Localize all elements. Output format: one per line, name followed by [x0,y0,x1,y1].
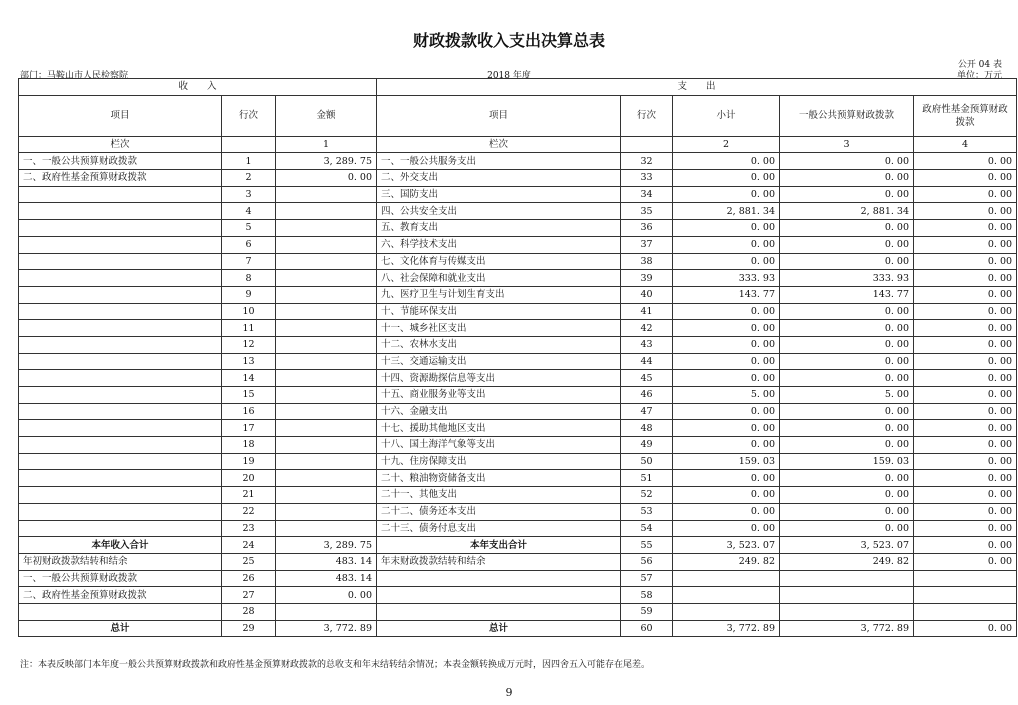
table-cell-inc-amt: 0. 00 [276,170,377,187]
table-cell-inc-no: 9 [222,286,276,303]
table-cell-exp-no: 32 [621,153,673,170]
table-row [19,370,1017,387]
table-cell-fund: 0. 00 [914,453,1017,470]
table-cell-exp-no: 57 [621,570,673,587]
table-cell-gen: 0. 00 [780,437,914,454]
table-row [19,587,1017,604]
table-cell-fund: 0. 00 [914,153,1017,170]
table-cell-inc-no: 5 [222,220,276,237]
table-cell-sub: 0. 00 [673,520,780,537]
table-cell-sub: 0. 00 [673,170,780,187]
table-cell-inc-no: 4 [222,203,276,220]
table-cell-gen: 0. 00 [780,220,914,237]
table-cell-gen: 5. 00 [780,387,914,404]
table-cell-exp-item: 四、公共安全支出 [377,203,621,220]
col-header-item: 项目 [19,95,222,136]
table-cell-inc-amt [276,487,377,504]
table-cell-exp-no: 36 [621,220,673,237]
table-row [19,220,1017,237]
table-cell-sub: 159. 03 [673,453,780,470]
table-cell-gen: 0. 00 [780,186,914,203]
table-cell-inc-item: 总计 [19,620,222,637]
table-cell-fund [914,587,1017,604]
table-cell-fund: 0. 00 [914,203,1017,220]
table-cell-exp-item: 年末财政拨款结转和结余 [377,553,621,570]
table-cell-inc-no: 2 [222,170,276,187]
table-cell-sub: 0. 00 [673,420,780,437]
col-header-amount: 金额 [276,95,377,136]
table-cell-inc-item: 本年收入合计 [19,537,222,554]
table-cell-exp-no: 52 [621,487,673,504]
table-cell-fund: 0. 00 [914,470,1017,487]
table-cell-exp-no: 33 [621,170,673,187]
table-cell-inc-item: 一、一般公共预算财政拨款 [19,153,222,170]
table-cell-exp-no: 41 [621,303,673,320]
column-index-label: 栏次 [19,136,222,153]
table-cell-exp-item: 六、科学技术支出 [377,236,621,253]
table-cell-gen [780,570,914,587]
table-cell-inc-amt: 483. 14 [276,553,377,570]
table-cell-gen: 0. 00 [780,170,914,187]
table-cell-sub: 0. 00 [673,437,780,454]
table-cell-exp-no: 45 [621,370,673,387]
table-cell-inc-item [19,186,222,203]
table-cell-exp-no: 49 [621,437,673,454]
table-cell-inc-item [19,270,222,287]
table-cell-sub: 0. 00 [673,403,780,420]
table-cell-inc-no: 3 [222,186,276,203]
table-cell-gen: 2, 881. 34 [780,203,914,220]
table-cell-fund: 0. 00 [914,503,1017,520]
table-cell-exp-no: 60 [621,620,673,637]
table-cell-exp-item: 五、教育支出 [377,220,621,237]
table-cell-inc-no: 11 [222,320,276,337]
table-cell-exp-item: 二十、粮油物资储备支出 [377,470,621,487]
table-cell-inc-amt [276,420,377,437]
table-row [19,603,1017,620]
column-index-3: 3 [780,136,914,153]
table-cell-inc-no: 17 [222,420,276,437]
table-cell-exp-no: 35 [621,203,673,220]
unit-label: 单位：万元 [956,71,1002,81]
table-cell-fund: 0. 00 [914,487,1017,504]
table-cell-inc-item [19,387,222,404]
table-cell-exp-no: 58 [621,587,673,604]
column-index-4: 4 [914,136,1017,153]
table-row [19,437,1017,454]
table-cell-exp-item: 二、外交支出 [377,170,621,187]
table-cell-exp-item [377,587,621,604]
table-cell-gen: 249. 82 [780,553,914,570]
table-cell-sub: 2, 881. 34 [673,203,780,220]
table-row [19,270,1017,287]
table-row [19,470,1017,487]
table-row [19,320,1017,337]
table-cell-exp-item: 二十一、其他支出 [377,487,621,504]
table-cell-exp-item: 本年支出合计 [377,537,621,554]
table-cell-exp-item: 总计 [377,620,621,637]
table-cell-fund: 0. 00 [914,553,1017,570]
budget-table [18,78,1017,637]
table-cell-inc-item [19,403,222,420]
table-cell-sub: 0. 00 [673,186,780,203]
table-cell-inc-item [19,520,222,537]
table-cell-exp-item: 二十三、债务付息支出 [377,520,621,537]
table-cell-inc-amt [276,303,377,320]
table-cell-fund: 0. 00 [914,236,1017,253]
col-header-row-no-expense: 行次 [621,95,673,136]
table-cell-exp-item [377,570,621,587]
table-cell-exp-item: 十、节能环保支出 [377,303,621,320]
table-row [19,503,1017,520]
table-cell-gen: 143. 77 [780,286,914,303]
table-cell-exp-item: 十二、农林水支出 [377,336,621,353]
table-cell-inc-no: 1 [222,153,276,170]
year-label: 2018 年度 [487,71,531,81]
table-cell-gen [780,603,914,620]
income-section-header: 收 入 [19,79,377,96]
table-row [19,420,1017,437]
table-cell-sub: 0. 00 [673,353,780,370]
table-cell-gen: 0. 00 [780,153,914,170]
table-cell-exp-item: 十九、住房保障支出 [377,453,621,470]
table-row [19,570,1017,587]
table-cell-sub: 333. 93 [673,270,780,287]
table-cell-fund: 0. 00 [914,353,1017,370]
table-cell-exp-item [377,603,621,620]
table-cell-inc-amt [276,603,377,620]
table-cell-exp-item: 十四、资源勘探信息等支出 [377,370,621,387]
table-row [19,170,1017,187]
table-cell-inc-no: 27 [222,587,276,604]
table-cell-gen: 0. 00 [780,236,914,253]
table-cell-inc-item [19,603,222,620]
table-cell-exp-no: 40 [621,286,673,303]
table-cell-inc-no: 23 [222,520,276,537]
page-number: 9 [505,686,513,699]
table-cell-inc-no: 15 [222,387,276,404]
table-cell-sub: 0. 00 [673,336,780,353]
table-cell-inc-no: 7 [222,253,276,270]
table-cell-inc-amt [276,470,377,487]
table-cell-fund: 0. 00 [914,270,1017,287]
table-cell-sub [673,570,780,587]
table-row [19,620,1017,637]
column-index-1: 1 [276,136,377,153]
table-cell-exp-item: 七、文化体育与传媒支出 [377,253,621,270]
table-cell-sub: 0. 00 [673,220,780,237]
table-cell-inc-item [19,236,222,253]
table-row [19,203,1017,220]
table-cell-fund: 0. 00 [914,220,1017,237]
table-cell-inc-no: 8 [222,270,276,287]
table-cell-exp-item: 一、一般公共服务支出 [377,153,621,170]
column-index-2: 2 [673,136,780,153]
table-cell-gen [780,587,914,604]
table-cell-inc-item [19,353,222,370]
table-cell-exp-no: 34 [621,186,673,203]
table-cell-exp-no: 37 [621,236,673,253]
table-cell-inc-amt [276,270,377,287]
table-cell-exp-no: 44 [621,353,673,370]
table-cell-inc-no: 24 [222,537,276,554]
expense-section-header: 支 出 [377,79,1017,96]
table-row [19,520,1017,537]
footnote: 注：本表反映部门本年度一般公共预算财政拨款和政府性基金预算财政拨款的总收支和年末结转结余情况；本表金额转换成万元时，因四舍五入可能存在尾差。 [20,660,651,670]
table-row [19,453,1017,470]
table-cell-gen: 333. 93 [780,270,914,287]
table-cell-inc-amt: 0. 00 [276,587,377,604]
table-cell-inc-no: 12 [222,336,276,353]
table-cell-inc-item [19,370,222,387]
table-cell-exp-no: 46 [621,387,673,404]
table-cell-inc-amt [276,236,377,253]
table-cell-fund: 0. 00 [914,253,1017,270]
table-cell-fund: 0. 00 [914,186,1017,203]
table-row [19,387,1017,404]
table-cell-inc-amt [276,503,377,520]
table-cell-inc-no: 18 [222,437,276,454]
table-cell-exp-no: 56 [621,553,673,570]
table-cell-fund [914,570,1017,587]
table-cell-inc-no: 28 [222,603,276,620]
table-cell-exp-item: 十五、商业服务业等支出 [377,387,621,404]
table-row [19,487,1017,504]
table-cell-sub: 0. 00 [673,503,780,520]
table-row [19,153,1017,170]
table-row [19,537,1017,554]
table-cell-inc-amt: 3, 289. 75 [276,153,377,170]
table-cell-gen: 0. 00 [780,403,914,420]
table-cell-gen: 0. 00 [780,336,914,353]
table-row [19,303,1017,320]
table-cell-inc-item: 二、政府性基金预算财政拨款 [19,170,222,187]
table-cell-inc-item [19,336,222,353]
table-cell-sub: 0. 00 [673,320,780,337]
table-cell-sub [673,603,780,620]
table-cell-inc-amt [276,520,377,537]
table-cell-fund [914,603,1017,620]
table-cell-gen: 0. 00 [780,520,914,537]
table-cell-inc-amt: 3, 289. 75 [276,537,377,554]
table-cell-inc-item [19,453,222,470]
table-cell-exp-item: 八、社会保障和就业支出 [377,270,621,287]
table-cell-sub: 0. 00 [673,470,780,487]
table-cell-inc-no: 25 [222,553,276,570]
table-cell-sub: 249. 82 [673,553,780,570]
table-cell-gen: 3, 772. 89 [780,620,914,637]
table-row [19,253,1017,270]
table-cell-inc-no: 16 [222,403,276,420]
table-cell-exp-no: 54 [621,520,673,537]
table-cell-inc-item [19,203,222,220]
table-cell-inc-amt [276,286,377,303]
table-cell-fund: 0. 00 [914,620,1017,637]
table-cell-exp-no: 43 [621,336,673,353]
table-cell-inc-item [19,286,222,303]
table-cell-exp-no: 59 [621,603,673,620]
table-cell-inc-amt [276,186,377,203]
table-cell-inc-amt: 3, 772. 89 [276,620,377,637]
table-cell-sub: 0. 00 [673,370,780,387]
table-cell-inc-no: 6 [222,236,276,253]
table-cell-exp-item: 十七、援助其他地区支出 [377,420,621,437]
table-cell-gen: 0. 00 [780,253,914,270]
table-cell-fund: 0. 00 [914,520,1017,537]
table-cell-sub: 0. 00 [673,253,780,270]
table-cell-inc-item [19,320,222,337]
table-cell-sub: 0. 00 [673,303,780,320]
table-cell-inc-amt [276,353,377,370]
col-header-row-no: 行次 [222,95,276,136]
table-cell-inc-item: 年初财政拨款结转和结余 [19,553,222,570]
table-cell-exp-no: 50 [621,453,673,470]
table-cell-exp-no: 55 [621,537,673,554]
table-cell-gen: 0. 00 [780,503,914,520]
table-cell-inc-item [19,420,222,437]
table-row [19,353,1017,370]
table-cell-inc-no: 14 [222,370,276,387]
table-cell-gen: 0. 00 [780,420,914,437]
table-cell-inc-item: 一、一般公共预算财政拨款 [19,570,222,587]
table-cell-exp-no: 42 [621,320,673,337]
table-row [19,403,1017,420]
table-cell-inc-amt [276,453,377,470]
table-cell-inc-item [19,470,222,487]
table-cell-fund: 0. 00 [914,370,1017,387]
table-cell-fund: 0. 00 [914,420,1017,437]
table-cell-sub: 0. 00 [673,236,780,253]
col-header-subtotal: 小计 [673,95,780,136]
table-cell-exp-no: 38 [621,253,673,270]
table-row [19,286,1017,303]
page-title: 财政拨款收入支出决算总表 [412,31,605,50]
table-cell-gen: 0. 00 [780,370,914,387]
table-cell-gen: 0. 00 [780,303,914,320]
table-cell-inc-amt [276,253,377,270]
table-cell-inc-amt [276,336,377,353]
table-cell-exp-no: 39 [621,270,673,287]
table-cell-inc-no: 22 [222,503,276,520]
table-cell-fund: 0. 00 [914,387,1017,404]
table-cell-fund: 0. 00 [914,286,1017,303]
table-cell-gen: 0. 00 [780,353,914,370]
form-number: 公开 04 表 [957,60,1002,70]
table-cell-inc-amt [276,220,377,237]
table-row [19,186,1017,203]
table-cell-fund: 0. 00 [914,320,1017,337]
table-cell-exp-no: 48 [621,420,673,437]
table-cell-inc-amt [276,387,377,404]
table-cell-sub: 3, 772. 89 [673,620,780,637]
table-cell-fund: 0. 00 [914,170,1017,187]
table-cell-gen: 0. 00 [780,320,914,337]
table-cell-gen: 0. 00 [780,470,914,487]
table-cell-sub: 0. 00 [673,487,780,504]
table-cell-fund: 0. 00 [914,336,1017,353]
table-cell-inc-item [19,220,222,237]
table-cell-exp-item: 十一、城乡社区支出 [377,320,621,337]
table-cell-sub [673,587,780,604]
col-header-general-budget: 一般公共预算财政拨款 [780,95,914,136]
table-cell-inc-amt [276,370,377,387]
table-cell-inc-amt: 483. 14 [276,570,377,587]
table-cell-inc-amt [276,203,377,220]
table-cell-fund: 0. 00 [914,537,1017,554]
table-cell-sub: 3, 523. 07 [673,537,780,554]
table-cell-exp-item: 二十二、债务还本支出 [377,503,621,520]
table-cell-inc-no: 29 [222,620,276,637]
table-cell-exp-item: 九、医疗卫生与计划生育支出 [377,286,621,303]
col-header-fund-budget: 政府性基金预算财政拨款 [914,95,1017,136]
table-cell-exp-item: 十八、国土海洋气象等支出 [377,437,621,454]
table-cell-inc-item [19,253,222,270]
table-cell-exp-item: 十三、交通运输支出 [377,353,621,370]
table-cell-sub: 0. 00 [673,153,780,170]
table-row [19,236,1017,253]
table-cell-fund: 0. 00 [914,437,1017,454]
table-cell-inc-item [19,437,222,454]
table-cell-exp-no: 47 [621,403,673,420]
table-cell-inc-amt [276,403,377,420]
department-label: 部门：马鞍山市人民检察院 [20,71,129,81]
column-index-label-expense: 栏次 [377,136,621,153]
table-cell-fund: 0. 00 [914,303,1017,320]
table-cell-sub: 143. 77 [673,286,780,303]
table-cell-inc-item [19,303,222,320]
table-cell-inc-item [19,487,222,504]
table-cell-gen: 0. 00 [780,487,914,504]
table-cell-inc-amt [276,437,377,454]
table-cell-exp-item: 三、国防支出 [377,186,621,203]
table-cell-inc-no: 19 [222,453,276,470]
table-cell-inc-no: 20 [222,470,276,487]
table-cell-gen: 3, 523. 07 [780,537,914,554]
table-cell-inc-no: 21 [222,487,276,504]
table-cell-fund: 0. 00 [914,403,1017,420]
table-cell-gen: 159. 03 [780,453,914,470]
table-cell-exp-no: 51 [621,470,673,487]
table-cell-exp-item: 十六、金融支出 [377,403,621,420]
table-cell-inc-item [19,503,222,520]
table-cell-exp-no: 53 [621,503,673,520]
table-cell-sub: 5. 00 [673,387,780,404]
table-cell-inc-no: 10 [222,303,276,320]
table-cell-inc-no: 26 [222,570,276,587]
table-row [19,553,1017,570]
table-row [19,336,1017,353]
table-cell-inc-no: 13 [222,353,276,370]
col-header-item-expense: 项目 [377,95,621,136]
table-cell-inc-item: 二、政府性基金预算财政拨款 [19,587,222,604]
table-cell-inc-amt [276,320,377,337]
